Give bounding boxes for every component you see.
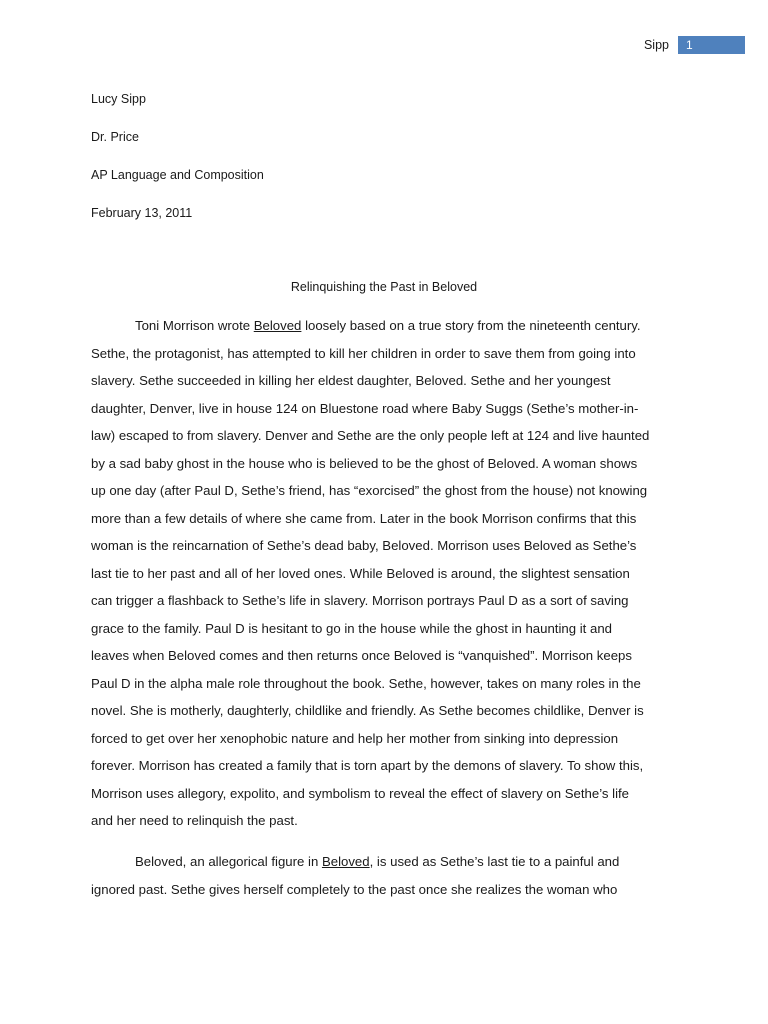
- paragraph-line: law) escaped to from slavery. Denver and Sethe are the only people left at 124 and live haunted: [91, 428, 650, 443]
- paragraph-line: daughter, Denver, live in house 124 on Bluestone road where Baby Suggs (Sethe’s mother-in-: [91, 400, 639, 416]
- paragraph-line: novel. She is motherly, daughterly, childlike and friendly. As Sethe becomes childlike, Denver is: [91, 703, 644, 718]
- page-header: [644, 36, 745, 54]
- header-author-name: Sipp: [643, 38, 669, 52]
- paragraph-line: more than a few details of where she came from. Later in the book Morrison confirms that this: [91, 510, 637, 526]
- paragraph-line: last tie to her past and all of her loved ones. While Beloved is around, the slightest sensation: [91, 565, 630, 581]
- paragraph-line: Sethe, the protagonist, has attempted to kill her children in order to save them from going into: [91, 345, 636, 361]
- book-title-underlined: Beloved: [321, 854, 370, 869]
- essay-date: February 13, 2011: [91, 206, 193, 220]
- paragraph-line: Paul D in the alpha male role throughout the book. Sethe, however, takes on many roles in the: [91, 675, 641, 691]
- teacher-name: Dr. Price: [91, 130, 139, 144]
- student-name: Lucy Sipp: [91, 92, 146, 106]
- paragraph-line: leaves when Beloved comes and then returns once Beloved is “vanquished”. Morrison keeps: [91, 648, 632, 663]
- paragraph-line: [91, 316, 691, 344]
- paragraph-line: forever. Morrison has created a family that is torn apart by the demons of slavery. To show this,: [91, 758, 644, 773]
- paragraph-line: grace to the family. Paul D is hesitant to go in the house while the ghost in haunting it and: [91, 620, 612, 636]
- paragraph-line: by a sad baby ghost in the house who is believed to be the ghost of Beloved. A woman shows: [91, 455, 638, 471]
- paragraph-line: Morrison uses allegory, expolito, and symbolism to reveal the effect of slavery on Sethe’s life: [91, 785, 630, 801]
- paragraph-line: can trigger a flashback to Sethe’s life in slavery. Morrison portrays Paul D as a sort of saving: [91, 593, 629, 608]
- line-text: loosely based on a true story from the nineteenth century.: [301, 318, 641, 333]
- line-text: Beloved, an allegorical figure in: [135, 854, 322, 869]
- book-title-underlined: Beloved: [253, 318, 302, 333]
- line-text: Toni Morrison wrote: [135, 318, 254, 333]
- page-number-badge: 1: [678, 36, 745, 54]
- paragraph-line: [91, 852, 691, 880]
- paragraph-line: forced to get over her xenophobic nature and help her mother from sinking into depression: [91, 730, 619, 746]
- paragraph-line: up one day (after Paul D, Sethe’s friend, has “exorcised” the ghost from the house) not knowing: [91, 483, 648, 498]
- paragraph-line: ignored past. Sethe gives herself completely to the past once she realizes the woman who: [91, 881, 618, 897]
- paragraph-2: [91, 852, 691, 907]
- line-text: , is used as Sethe’s last tie to a painful and: [369, 854, 620, 869]
- paragraph-line: woman is the reincarnation of Sethe’s dead baby, Beloved. Morrison uses Beloved as Sethe’s: [91, 538, 637, 553]
- essay-title: Relinquishing the Past in Beloved: [290, 280, 478, 294]
- paragraph-line: slavery. Sethe succeeded in killing her eldest daughter, Beloved. Sethe and her youngest: [91, 373, 611, 388]
- paragraph-line: and her need to relinquish the past.: [91, 813, 298, 828]
- course-name: AP Language and Composition: [91, 168, 264, 182]
- paragraph-1: [91, 316, 691, 839]
